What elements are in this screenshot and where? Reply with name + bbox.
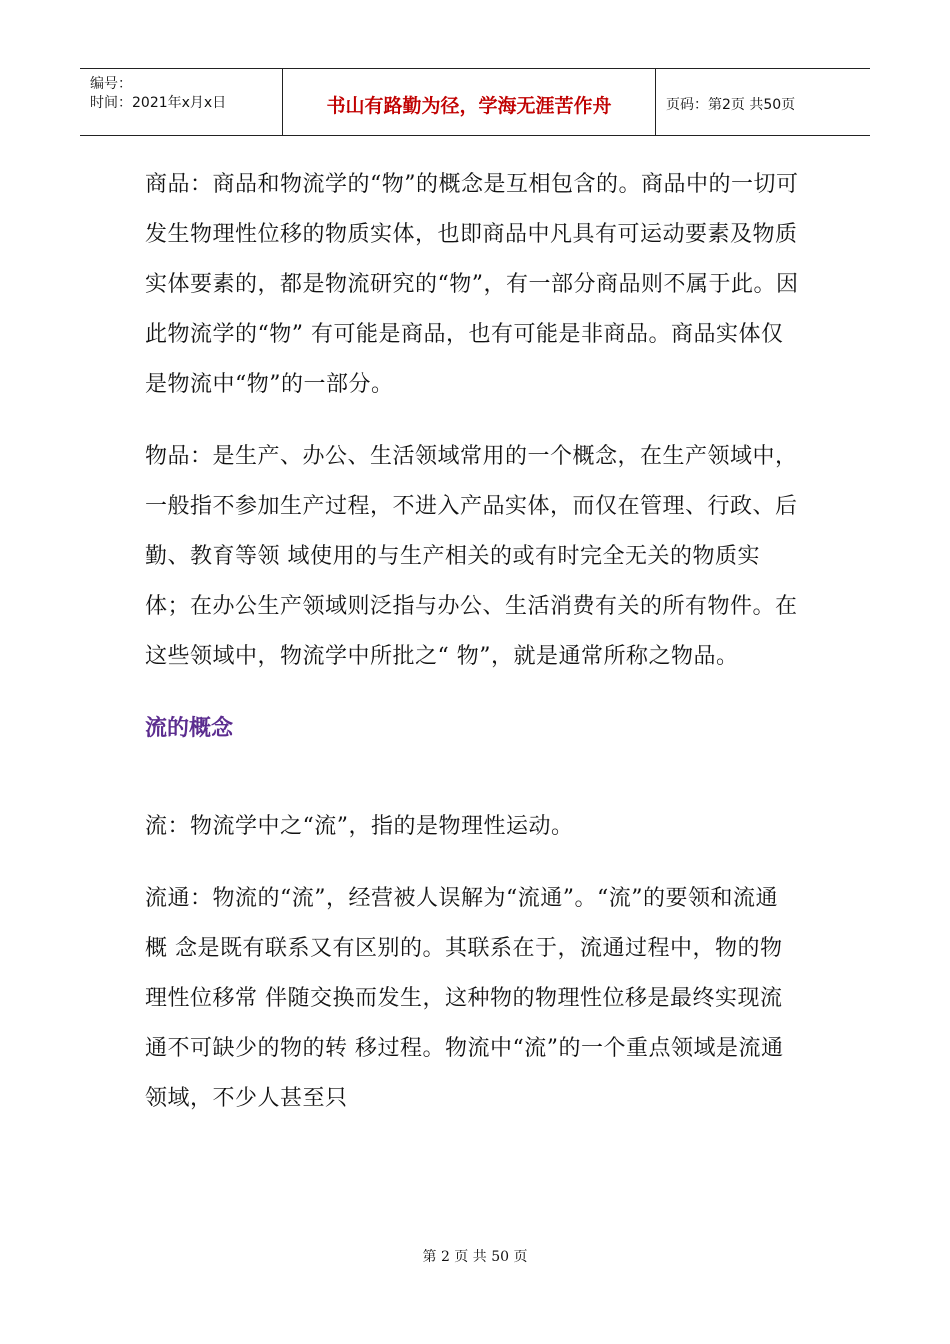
paragraph-circulation: 流通：物流的“流”，经营被人误解为“流通”。“流”的要领和流通概 念是既有联系又有区别的。其联系在于，流通过程中，物的物理性位移常 伴随交换而发生，这种物的物理性位移是最终实现流通不可缺少的物的转 移过程。物流中“流”的一个重点领域是流通领域，不少人甚至只 [145, 886, 784, 1111]
document-body [145, 160, 800, 1124]
document-time-label: 时间：2021年x月x日 [90, 95, 227, 111]
header-motto-cell [282, 69, 656, 135]
header-info-cell [80, 69, 282, 135]
paragraph-commodity: 商品：商品和物流学的“物”的概念是互相包含的。商品中的一切可发生物理性位移的物质实体，也即商品中凡具有可运动要素及物质实体要素的，都是物流研究的“物”，有一部分商品则不属于此。因此物流学的“物” 有可能是商品，也有可能是非商品。商品实体仅是物流中“物”的一部分。 [145, 172, 799, 397]
page-footer: 第 2 页 共 50 页 [422, 1249, 528, 1265]
header-motto: 书山有路勤为径，学海无涯苦作舟 [326, 95, 612, 117]
header-page-cell [656, 69, 870, 135]
header-page-code: 页码：第2页 共50页 [666, 97, 796, 113]
document-number-label: 编号： [90, 76, 132, 92]
paragraph-goods: 物品：是生产、办公、生活领域常用的一个概念，在生产领域中，一般指不参加生产过程，不进入产品实体，而仅在管理、行政、后勤、教育等领 域使用的与生产相关的或有时完全无关的物质实体；在办公生产领域则泛指与办公、生活消费有关的所有物件。在这些领域中，物流学中所批之“ 物”，就是通常所称之物品。 [145, 444, 798, 669]
section-heading: 流的概念 [145, 716, 234, 741]
paragraph-flow: 流：物流学中之“流”，指的是物理性运动。 [145, 814, 574, 839]
page-header [80, 68, 870, 136]
